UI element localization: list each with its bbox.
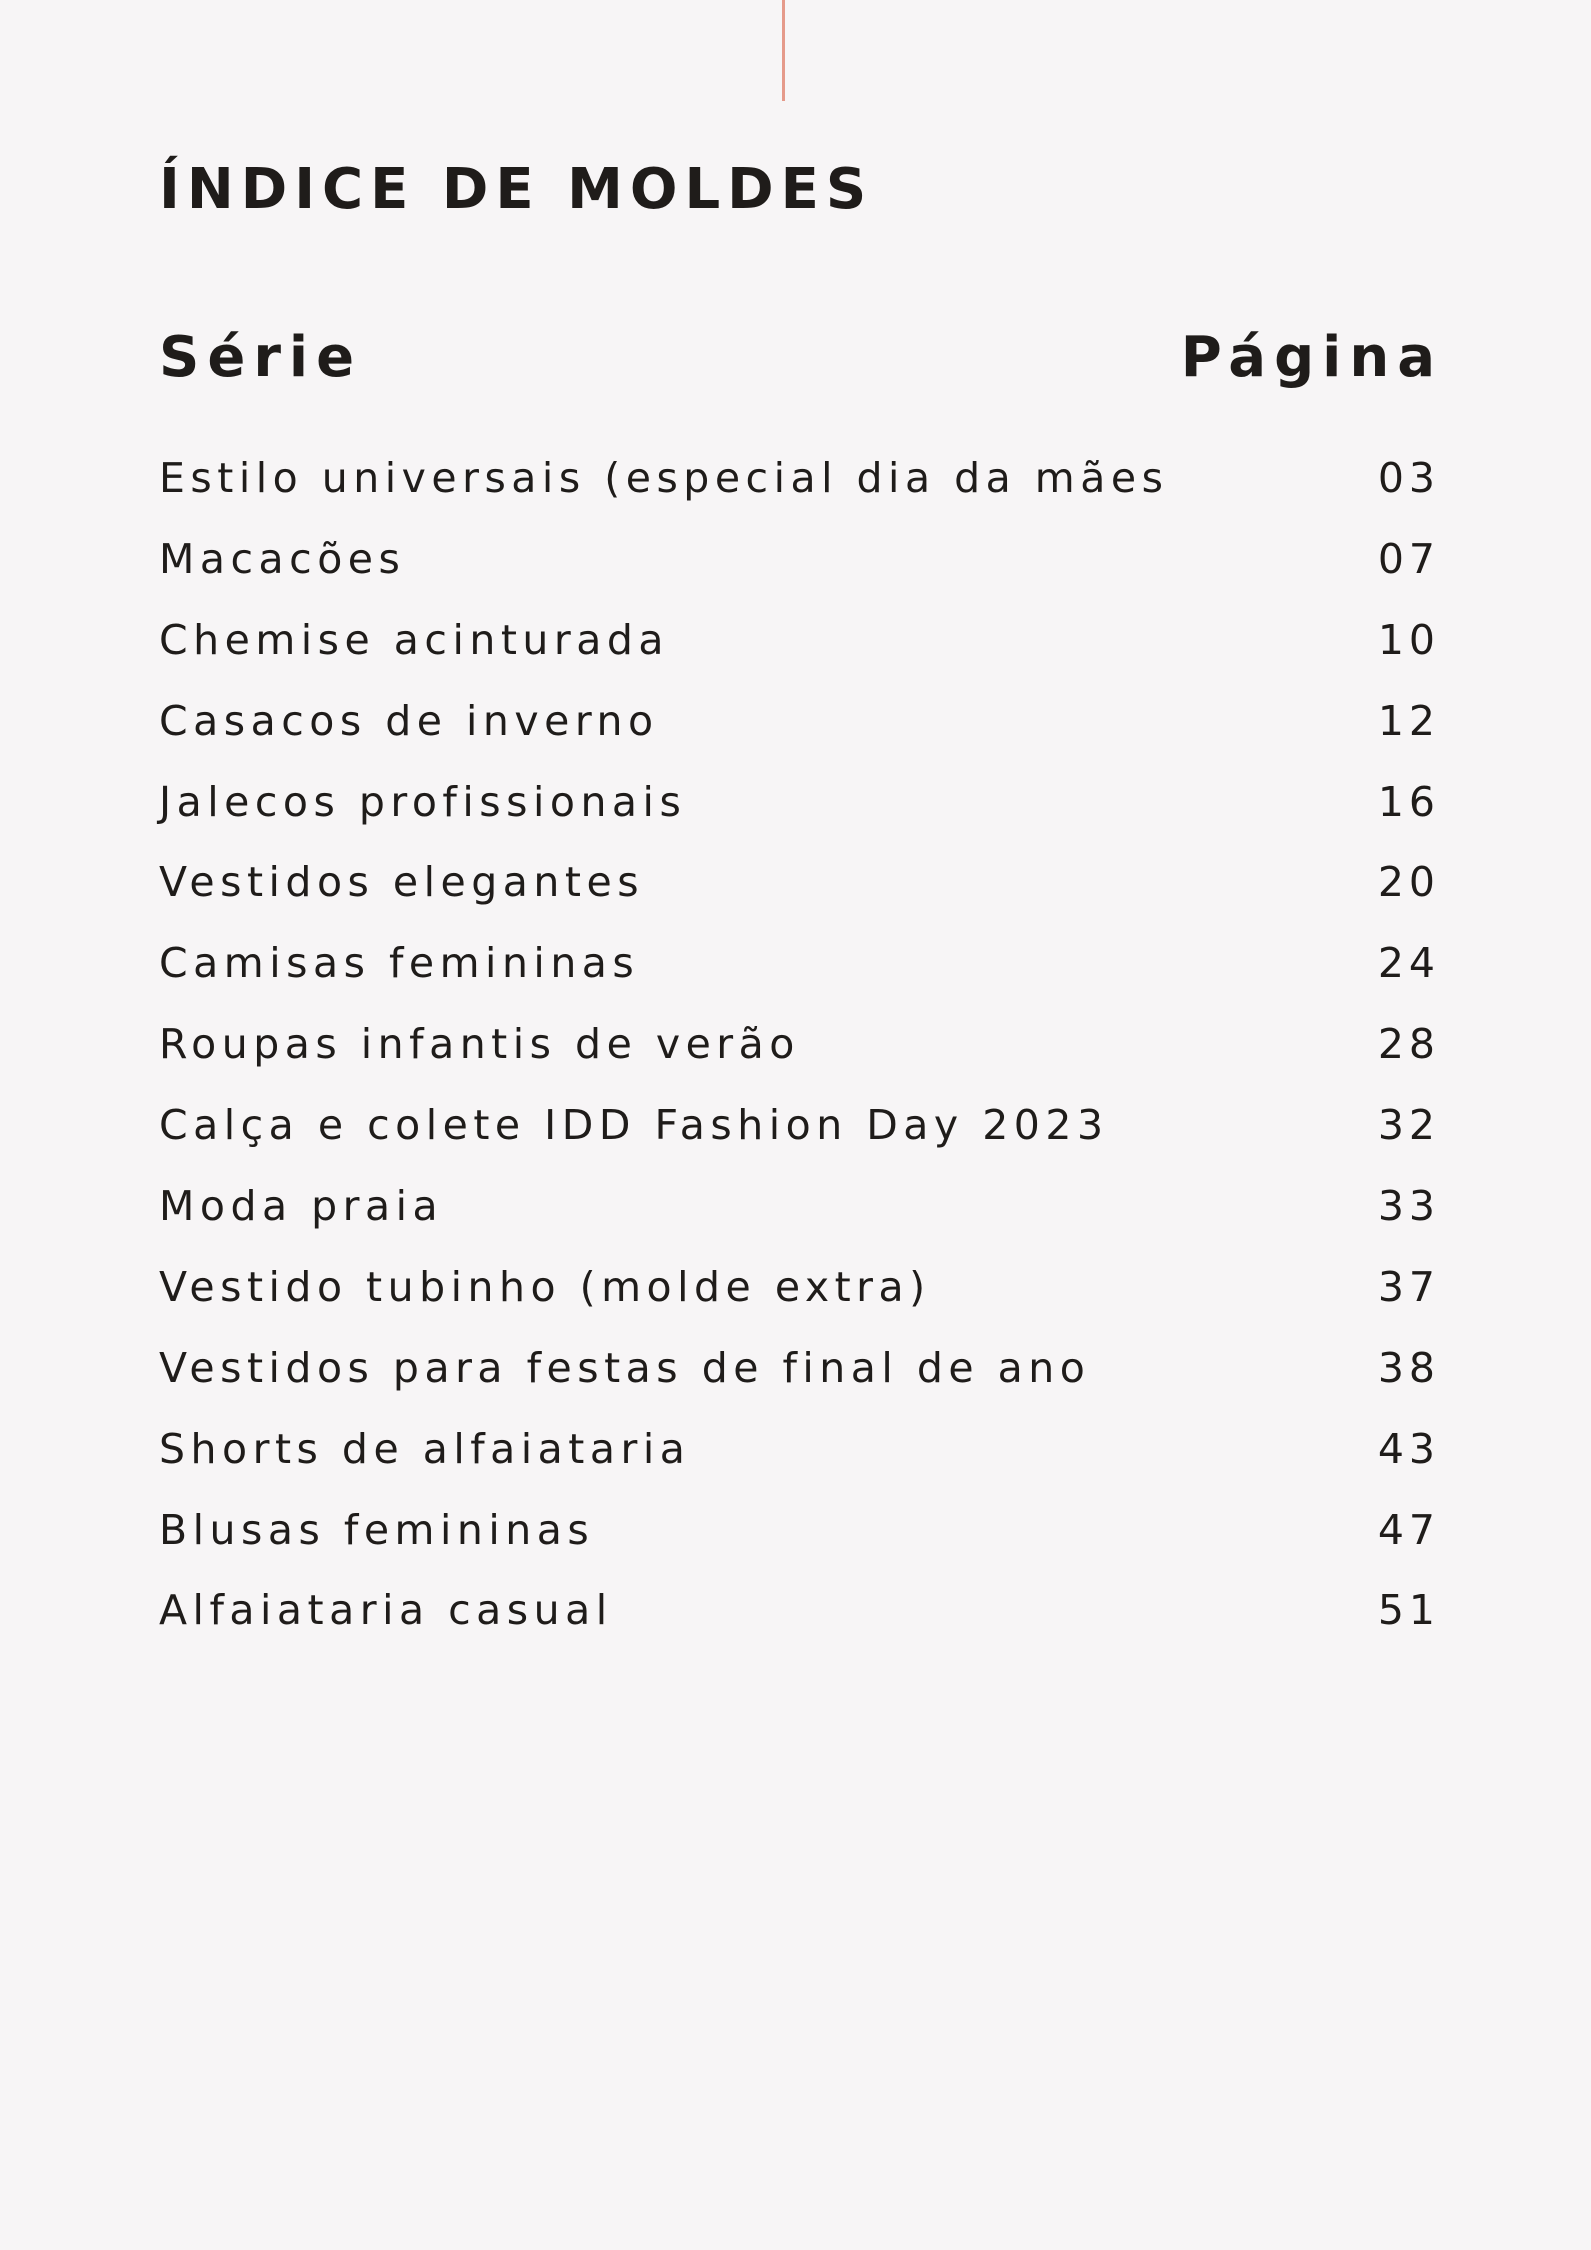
accent-line <box>782 0 785 101</box>
entry-page-number: 03 <box>1377 454 1440 502</box>
entry-name: Vestidos para festas de final de ano <box>159 1343 1091 1392</box>
page-title: ÍNDICE DE MOLDES <box>159 157 874 222</box>
entry-page-number: 38 <box>1377 1343 1440 1392</box>
entry-page-number: 16 <box>1377 777 1440 826</box>
index-entry <box>159 609 1440 690</box>
entry-page-number: 24 <box>1377 939 1440 988</box>
index-entry <box>159 1013 1440 1094</box>
entry-name: Estilo universais (especial dia da mães <box>159 454 1169 502</box>
index-entry <box>159 447 1440 528</box>
entry-name: Moda praia <box>159 1182 444 1231</box>
entry-name: Macacões <box>159 534 406 583</box>
index-entry <box>159 690 1440 771</box>
index-entry <box>159 771 1440 852</box>
entry-name: Jalecos profissionais <box>159 777 687 826</box>
entry-name: Alfaiataria casual <box>159 1586 613 1635</box>
entry-page-number: 43 <box>1377 1424 1440 1473</box>
entry-name: Casacos de inverno <box>159 696 659 745</box>
entry-page-number: 10 <box>1377 615 1440 664</box>
index-header-row <box>159 323 1443 393</box>
entry-page-number: 51 <box>1377 1586 1440 1635</box>
entry-page-number: 37 <box>1377 1262 1440 1311</box>
index-entry <box>159 851 1440 932</box>
index-entry <box>159 528 1440 609</box>
entry-page-number: 33 <box>1377 1182 1440 1231</box>
entry-name: Vestido tubinho (molde extra) <box>159 1262 931 1311</box>
index-entry <box>159 1337 1440 1418</box>
entry-name: Blusas femininas <box>159 1505 595 1554</box>
entry-page-number: 12 <box>1377 696 1440 745</box>
series-column-header: Série <box>159 325 363 390</box>
entry-name: Shorts de alfaiataria <box>159 1424 691 1473</box>
entry-name: Camisas femininas <box>159 939 640 988</box>
index-entry <box>159 932 1440 1013</box>
entry-name: Roupas infantis de verão <box>159 1020 800 1069</box>
page-column-header: Página <box>1180 325 1443 390</box>
entry-page-number: 20 <box>1377 858 1440 907</box>
index-list <box>159 447 1440 1660</box>
index-entry <box>159 1256 1440 1337</box>
entry-page-number: 07 <box>1377 534 1440 583</box>
index-entry <box>159 1499 1440 1580</box>
index-entry <box>159 1418 1440 1499</box>
entry-name: Chemise acinturada <box>159 615 670 664</box>
entry-page-number: 32 <box>1377 1101 1440 1150</box>
entry-name: Vestidos elegantes <box>159 858 645 907</box>
index-entry <box>159 1094 1440 1175</box>
index-entry <box>159 1579 1440 1660</box>
entry-page-number: 28 <box>1377 1020 1440 1069</box>
entry-page-number: 47 <box>1377 1505 1440 1554</box>
index-entry <box>159 1175 1440 1256</box>
entry-name: Calça e colete IDD Fashion Day 2023 <box>159 1101 1109 1150</box>
